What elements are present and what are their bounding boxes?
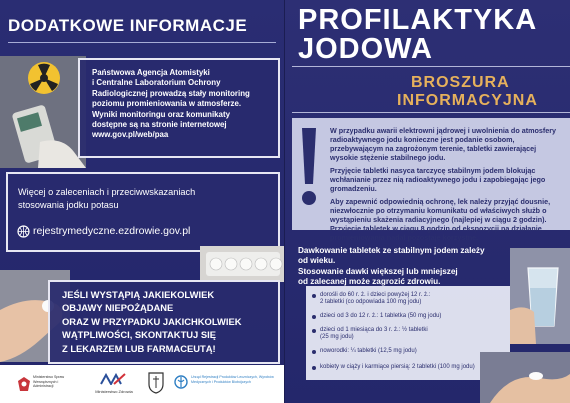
side-effects-text: JEŚLI WYSTĄPIĄ JAKIEKOLWIEK OBJAWY NIEPOŻĄDANE ORAZ W PRZYPADKU JAKICHKOLWIEK WĄTPLIWOŚCI, SKONTAKTUJ SIĘ Z LEKARZEM LUB FARMACEUTĄ! — [62, 289, 242, 354]
tablet-hand-photo — [480, 352, 570, 403]
dosage-item: dorośli do 60 r. ż. i dzieci powyżej 12 r. ż.: 2 tabletki (co odpowiada 100 mg jodu) — [320, 292, 506, 307]
warning-box — [292, 118, 570, 242]
warning-paragraph: W przypadku awarii elektrowni jądrowej i uwolnienia do atmosfery radioaktywnego jodu konieczne jest podanie osobom, przebywającym na zagrożonym terenie, tabletki zawierającej wysokie stężenie stabilnego jodu. — [330, 126, 557, 162]
water-glass-photo — [510, 248, 570, 344]
header-rule — [8, 42, 276, 43]
urpl-logo-label: Urząd Rejestracji Produktów Leczniczych, Wyrobów Medycznych i Produktów Biobójczych — [191, 375, 274, 384]
title-rule-bottom — [292, 112, 570, 113]
warning-paragraph: Aby zapewnić odpowiednią ochronę, lek należy przyjąć dousnie, niezwłocznie po otrzymaniu komunikatu od właściwych służb o wystąpieniu skażenia radiacyjnego (najlepiej w ciągu 2 godzin). Przyjęcie tabletek w ciągu 8 godzin od ekspozycji na działanie promieniowania nadal pozostaje korzystne. — [330, 197, 551, 242]
logos-strip — [0, 365, 284, 403]
side-effects-box — [48, 280, 280, 364]
left-header: DODATKOWE INFORMACJE — [8, 16, 248, 35]
subtitle-line-1: BROSZURA — [411, 74, 510, 91]
subtitle-line-2: INFORMACYJNA — [397, 92, 538, 109]
mz-logo — [92, 373, 136, 397]
shield-emblem-logo — [148, 372, 164, 394]
agency-info-text: Państwowa Agencja Atomistyki i Centralne Laboratorium Ochrony Radiologicznej prowadzą stały monitoring poziomu promieniowania w atmosferze. Wyniki monitoringu oraz komunikaty dostępne są na stronie internetowej www.gov.pl/web/paa — [92, 68, 250, 140]
dosage-item: noworodki: ¼ tabletki (12,5 mg jodu) — [320, 348, 506, 355]
mz-logo-label: Ministerstwo Zdrowia — [95, 389, 133, 394]
urpl-logo — [174, 371, 280, 397]
msw-logo-label: Ministerstwo Spraw Wewnętrznych i Administracji — [33, 375, 65, 389]
title — [298, 6, 537, 64]
website-link[interactable]: rejestrymedyczne.ezdrowie.gov.pl — [33, 225, 191, 237]
exclamation-icon — [298, 128, 320, 208]
warning-paragraph: Przyjęcie tabletki nasyca tarczycę stabilnym jodem blokując wchłanianie przez nią radioaktywnego jodu i zapobiegając jego gromadzeniu. — [330, 166, 546, 193]
dosage-item: dzieci od 3 do 12 r. ż.: 1 tabletka (50 mg jodu) — [320, 313, 506, 320]
msw-logo — [18, 373, 80, 397]
dosimeter-photo — [0, 56, 86, 168]
fold-divider — [284, 0, 285, 403]
title-line-2: JODOWA — [298, 33, 433, 65]
more-info-text: Więcej o zaleceniach i przeciwwskazaniach stosowania jodku potasu — [18, 187, 196, 210]
dosage-item: dzieci od 1 miesiąca do 3 r. ż.: ½ tabletki (25 mg jodu) — [320, 327, 506, 342]
more-info-box — [6, 172, 280, 252]
dosage-item: kobiety w ciąży i karmiące piersią: 2 tabletki (100 mg jodu) — [320, 364, 506, 371]
subtitle — [397, 74, 538, 110]
link-icon — [17, 225, 30, 238]
title-line-1: PROFILAKTYKA — [298, 4, 538, 36]
warning-text — [330, 126, 562, 246]
dosage-list — [320, 292, 506, 378]
dosage-intro: Dawkowanie tabletek ze stabilnym jodem zależy od wieku. Stosowanie dawki większej lub mniejszej od zalecanej może zagrozić zdrowiu. — [298, 246, 485, 287]
pills-photo — [200, 246, 284, 282]
title-rule-top — [292, 66, 570, 67]
agency-info-box — [78, 58, 280, 158]
